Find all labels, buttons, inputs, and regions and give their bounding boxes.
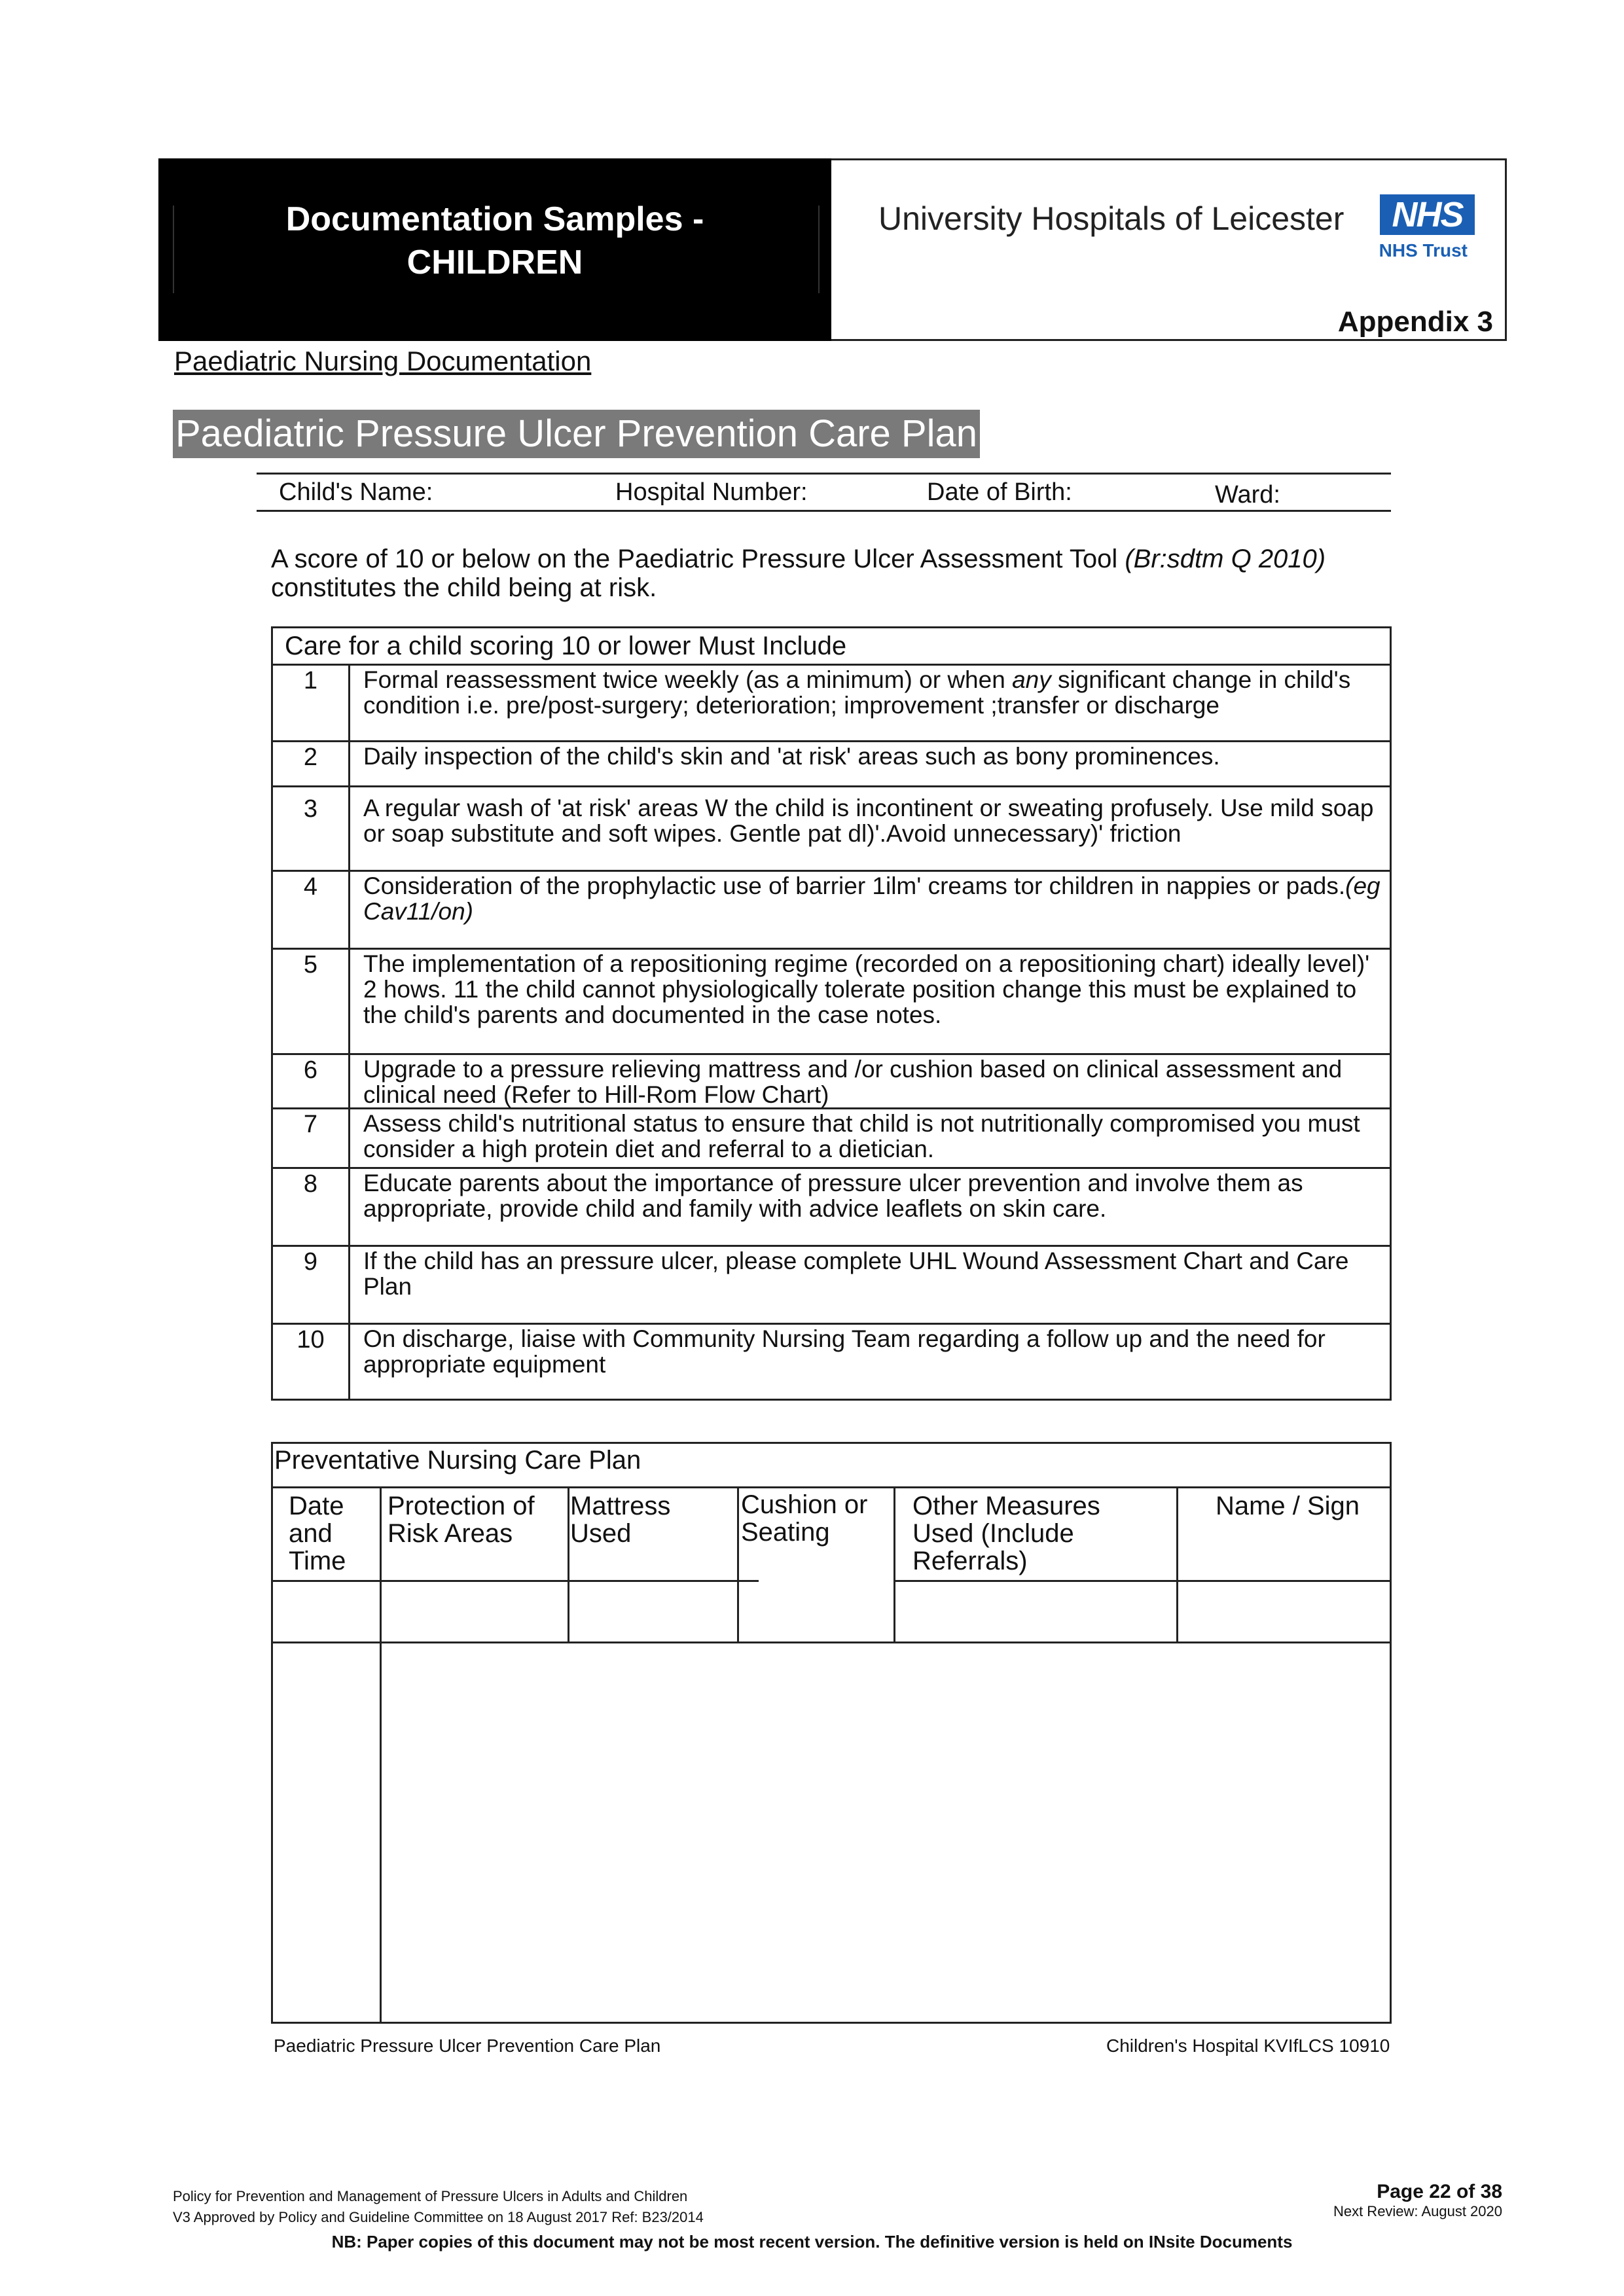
care-row-6 xyxy=(273,1055,1390,1109)
nursing-plan-title: Preventative Nursing Care Plan xyxy=(274,1446,641,1475)
plan-col-divider-1 xyxy=(380,1486,382,2022)
patient-id-row xyxy=(257,473,1391,512)
care-row-text: Daily inspection of the child's skin and 'at risk' areas such as bony prominences. xyxy=(363,743,1220,770)
plan-col-divider-4 xyxy=(893,1486,895,1643)
care-row-number: 10 xyxy=(273,1325,350,1399)
care-row-number: 5 xyxy=(273,950,350,1053)
plan-col-divider-2 xyxy=(568,1486,569,1643)
page-footer-right xyxy=(1333,2181,1502,2220)
care-row-number: 3 xyxy=(273,787,350,870)
header-org-block xyxy=(831,158,1507,341)
plan-header-divider xyxy=(273,1486,1390,1488)
policy-title: Policy for Prevention and Management of Pressure Ulcers in Adults and Children xyxy=(173,2188,688,2204)
care-row-text: The implementation of a repositioning regime (recorded on a repositioning chart) ideally level)' 2 hows. 11 the child cannot physiologically tolerate position change this must be explained to the child's parents and documented in the case notes. xyxy=(363,950,1370,1028)
care-row-number: 6 xyxy=(273,1055,350,1107)
nursing-care-plan-table xyxy=(271,1442,1392,2024)
col-date-time: Date and Time xyxy=(289,1492,346,1575)
col-other-measures: Other Measures Used (Include Referrals) xyxy=(912,1492,1100,1575)
care-row-2 xyxy=(273,742,1390,787)
org-name: University Hospitals of Leicester xyxy=(878,200,1344,237)
care-row-number: 9 xyxy=(273,1247,350,1323)
care-row-text: Consideration of the prophylactic use of barrier 1ilm' creams tor children in nappies or pads.(eg Cav11/on) xyxy=(363,872,1380,925)
care-row-7 xyxy=(273,1109,1390,1169)
care-row-text: A regular wash of 'at risk' areas W the child is incontinent or sweating profusely. Use mild soap or soap substitute and soft wipes. Gentle pat dl)'.Avoid unnecessary)' friction xyxy=(363,795,1374,847)
care-row-text: Formal reassessment twice weekly (as a minimum) or when any significant change in child's condition i.e. pre/post-surgery; deterioration; improvement ;transfer or discharge xyxy=(363,666,1351,719)
document-title xyxy=(158,198,831,284)
care-row-8 xyxy=(273,1169,1390,1247)
approval-line: V3 Approved by Policy and Guideline Committee on 18 August 2017 Ref: B23/2014 xyxy=(173,2209,704,2225)
care-row-text: Upgrade to a pressure relieving mattress and /or cushion based on clinical assessment and clinical need (Refer to Hill-Rom Flow Chart) xyxy=(363,1056,1343,1108)
col-protection: Protection of Risk Areas xyxy=(388,1492,535,1548)
care-row-4 xyxy=(273,872,1390,950)
page-number: Page 22 of 38 xyxy=(1377,2181,1502,2202)
nhs-trust-label: NHS Trust xyxy=(1379,240,1468,260)
dob-label: Date of Birth: xyxy=(927,478,1072,506)
ward-label: Ward: xyxy=(1215,481,1280,509)
intro-text-a: A score of 10 or below on the Paediatric Pressure Ulcer Assessment Tool xyxy=(271,545,1125,573)
section-subheading: Paediatric Nursing Documentation xyxy=(174,346,592,376)
care-row-number: 8 xyxy=(273,1169,350,1245)
form-footer-left: Paediatric Pressure Ulcer Prevention Care Plan xyxy=(274,2036,661,2056)
hospital-number-label: Hospital Number: xyxy=(615,478,808,506)
care-row-3 xyxy=(273,787,1390,872)
care-row-1 xyxy=(273,666,1390,742)
care-row-10 xyxy=(273,1325,1390,1399)
col-name-sign: Name / Sign xyxy=(1215,1492,1360,1520)
document-title-line2: CHILDREN xyxy=(406,243,583,281)
nhs-logo: NHS xyxy=(1380,194,1475,235)
care-row-5 xyxy=(273,950,1390,1055)
care-row-text: If the child has an pressure ulcer, please complete UHL Wound Assessment Chart and Care Plan xyxy=(363,1247,1349,1300)
care-row-number: 1 xyxy=(273,666,350,740)
document-title-line1: Documentation Samples - xyxy=(285,200,704,238)
paper-copy-notice: NB: Paper copies of this document may not be most recent version. The definitive version is held on INsite Documents xyxy=(331,2232,1293,2251)
plan-subheader-divider-left xyxy=(273,1580,759,1582)
plan-col-divider-5 xyxy=(1176,1486,1178,1643)
childs-name-label: Child's Name: xyxy=(279,478,433,506)
care-row-number: 2 xyxy=(273,742,350,785)
care-row-number: 7 xyxy=(273,1109,350,1167)
intro-citation: (Br:sdtm Q 2010) xyxy=(1125,545,1326,573)
care-row-text: Assess child's nutritional status to ensure that child is not nutritionally compromised you must consider a high protein diet and referral to a dietician. xyxy=(363,1110,1360,1162)
intro-text-b: constitutes the child being at risk. xyxy=(271,573,657,602)
appendix-label: Appendix 3 xyxy=(1337,306,1493,338)
plan-col-divider-3 xyxy=(737,1486,739,1643)
care-requirements-table xyxy=(271,626,1392,1401)
plan-entry-divider xyxy=(273,1641,1390,1643)
risk-intro-text xyxy=(271,545,1384,602)
care-row-9 xyxy=(273,1247,1390,1325)
care-row-number: 4 xyxy=(273,872,350,948)
form-footer-right: Children's Hospital KVIfLCS 10910 xyxy=(1106,2036,1390,2056)
header-title-block xyxy=(158,158,831,341)
next-review: Next Review: August 2020 xyxy=(1333,2203,1502,2219)
care-table-header: Care for a child scoring 10 or lower Must Include xyxy=(273,628,1390,666)
care-row-text: On discharge, liaise with Community Nursing Team regarding a follow up and the need for appropriate equipment xyxy=(363,1325,1326,1378)
page-footer-left xyxy=(173,2186,704,2228)
care-row-text: Educate parents about the importance of pressure ulcer prevention and involve them as appropriate, provide child and family with advice leaflets on skin care. xyxy=(363,1170,1303,1222)
col-mattress: Mattress Used xyxy=(570,1492,671,1548)
col-cushion: Cushion or Seating xyxy=(741,1490,868,1547)
plan-subheader-divider-right xyxy=(895,1580,1390,1582)
form-title: Paediatric Pressure Ulcer Prevention Care Plan xyxy=(173,410,980,458)
